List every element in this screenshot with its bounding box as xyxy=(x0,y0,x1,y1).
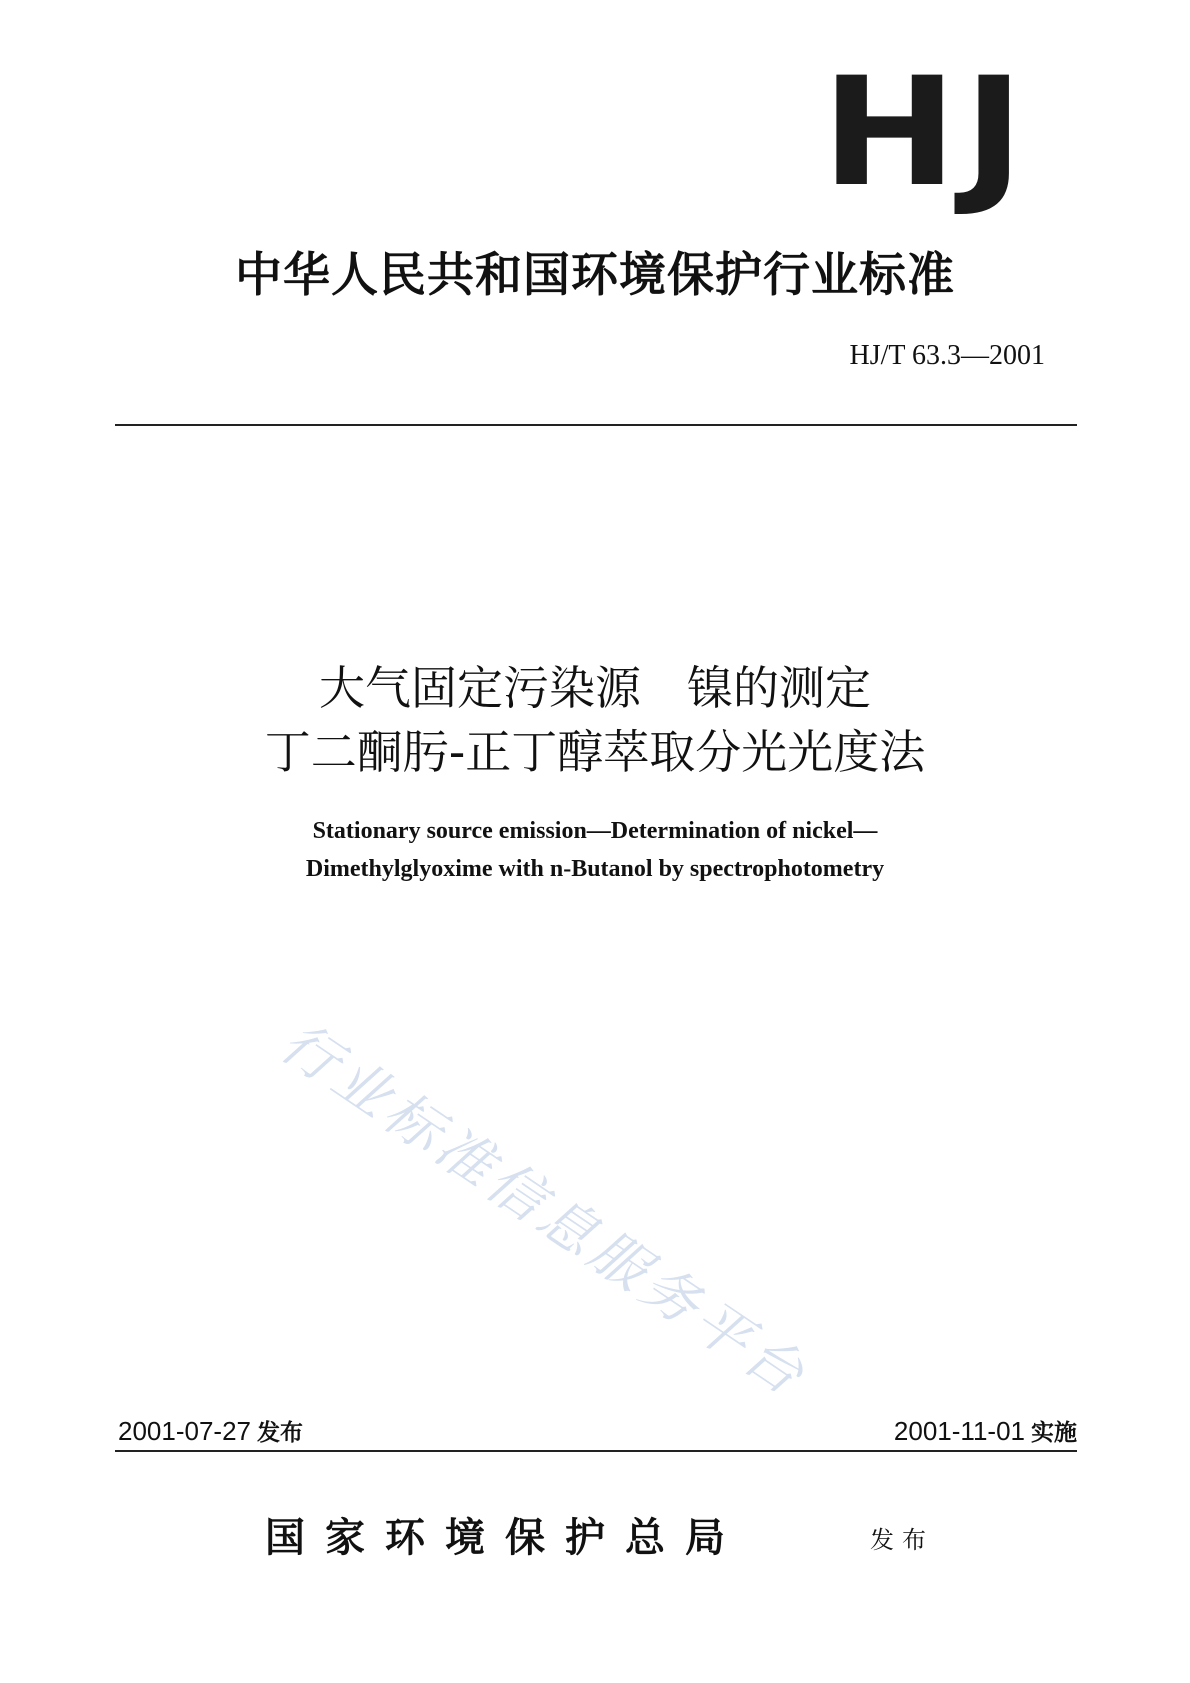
title-en-line1: Stationary source emission—Determination of nickel— xyxy=(312,818,878,844)
issue-date-block xyxy=(118,1414,303,1447)
issuer-name: 国家环境保护总局 xyxy=(265,1514,745,1561)
title-cn-line2: 丁二酮肟-正丁醇萃取分光光度法 xyxy=(264,725,926,779)
issue-label: 发布 xyxy=(257,1420,303,1446)
bottom-divider xyxy=(115,1450,1077,1452)
issuer-label: 发布 xyxy=(870,1526,934,1554)
top-divider xyxy=(115,424,1077,426)
standard-code: HJ/T 63.3—2001 xyxy=(849,340,1045,371)
hj-logo: HJ xyxy=(821,46,1030,220)
issue-date: 2001-07-27 xyxy=(118,1416,251,1446)
implement-date-block xyxy=(894,1414,1077,1447)
title-cn-line1: 大气固定污染源 镍的测定 xyxy=(319,661,871,715)
standard-category: 中华人民共和国环境保护行业标准 xyxy=(235,248,955,303)
title-en-line2: Dimethylglyoxime with n-Butanol by spectrophotometry xyxy=(305,856,885,882)
watermark: 行业标准信息服务平台 xyxy=(268,1009,820,1411)
implement-label: 实施 xyxy=(1031,1420,1077,1446)
implement-date: 2001-11-01 xyxy=(893,1416,1025,1446)
